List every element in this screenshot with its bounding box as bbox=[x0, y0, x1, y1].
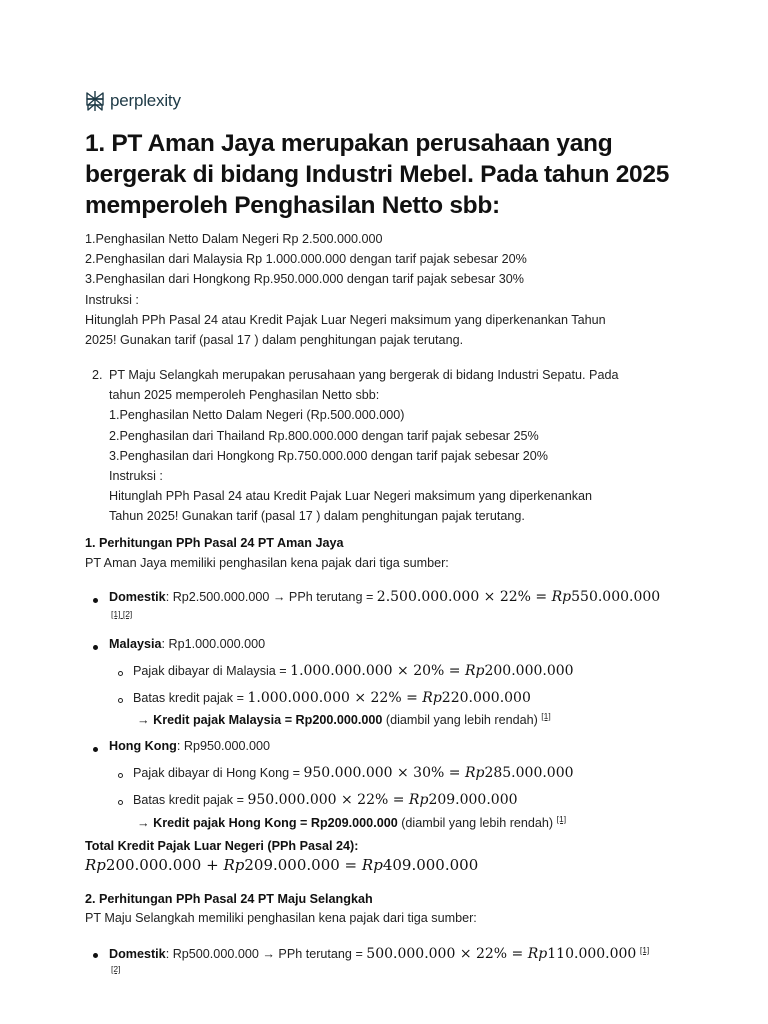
page-title: 1. PT Aman Jaya merupakan perusahaan yang bergerak di bidang Industri Mebel. Pada tahun 2025 memperoleh Penghasilan Netto sbb: bbox=[85, 130, 670, 219]
hongkong-item bbox=[109, 739, 270, 753]
q1-line: 1.Penghasilan Netto Dalam Negeri Rp 2.500.000.000 bbox=[85, 232, 383, 246]
citation-link[interactable]: [1] bbox=[639, 945, 650, 955]
q1-line: Instruksi : bbox=[85, 292, 139, 307]
q2-line: Instruksi : bbox=[109, 469, 163, 484]
bullet bbox=[93, 598, 98, 603]
total-formula: Rp200.000.000 + Rp209.000.000 = Rp409.000.000 bbox=[85, 856, 479, 874]
q1-line: 3.Penghasilan dari Hongkong Rp.950.000.000 dengan tarif pajak sebesar 30% bbox=[85, 272, 524, 287]
hongkong-result: → Kredit pajak Hong Kong = Rp209.000.000 (diambil yang lebih rendah) [1] bbox=[137, 814, 567, 831]
malaysia-result: → Kredit pajak Malaysia = Rp200.000.000 (diambil yang lebih rendah) [1] bbox=[137, 711, 551, 728]
q1-line: Hitunglah PPh Pasal 24 atau Kredit Pajak Luar Negeri maksimum yang diperkenankan Tahun bbox=[85, 312, 606, 327]
item-label: Domestik bbox=[109, 590, 166, 604]
perplexity-logo-icon bbox=[84, 90, 106, 112]
list-number: 2. bbox=[92, 368, 103, 382]
sub-bullet bbox=[118, 671, 123, 676]
question-2 bbox=[92, 365, 692, 527]
item-text: : Rp2.500.000.000 → PPh terutang = bbox=[165, 590, 377, 604]
brand-logo[interactable] bbox=[84, 90, 181, 112]
item-label: Malaysia bbox=[109, 637, 162, 651]
item-label: Domestik bbox=[109, 947, 166, 962]
section-1-heading: 1. Perhitungan PPh Pasal 24 PT Aman Jaya bbox=[85, 536, 344, 550]
total-label: Total Kredit Pajak Luar Negeri (PPh Pasal 24): bbox=[85, 839, 359, 853]
citations bbox=[111, 609, 132, 619]
section-2-intro: PT Maju Selangkah memiliki penghasilan kena pajak dari tiga sumber: bbox=[85, 911, 477, 925]
sub-bullet bbox=[118, 698, 123, 703]
citation-link[interactable]: [2] bbox=[122, 609, 133, 619]
q1-line: 2025! Gunakan tarif (pasal 17 ) dalam penghitungan pajak terutang. bbox=[85, 333, 464, 348]
item-text: : Rp1.000.000.000 bbox=[161, 637, 266, 651]
sub-bullet bbox=[118, 800, 123, 805]
q2-line: 1.Penghasilan Netto Dalam Negeri (Rp.500.000.000) bbox=[109, 408, 405, 423]
malaysia-item bbox=[109, 637, 265, 651]
q2-line: 2.Penghasilan dari Thailand Rp.800.000.000 dengan tarif pajak sebesar 25% bbox=[109, 428, 539, 443]
section-1-intro: PT Aman Jaya memiliki penghasilan kena pajak dari tiga sumber: bbox=[85, 556, 449, 570]
citation-link[interactable]: [1] bbox=[111, 609, 121, 619]
sub-bullet bbox=[118, 773, 123, 778]
bullet bbox=[93, 645, 98, 650]
item-label: Hong Kong bbox=[109, 739, 177, 753]
q2-line: tahun 2025 memperoleh Penghasilan Netto sbb: bbox=[109, 388, 380, 403]
hongkong-credit-limit: Batas kredit pajak = 950.000.000 × 22% = Rp209.000.000 bbox=[133, 792, 518, 808]
domestik-item-2: Domestik: Rp500.000.000 → PPh terutang = 500.000.000 × 22% = Rp110.000.000 [1] bbox=[109, 945, 650, 963]
q2-line: Tahun 2025! Gunakan tarif (pasal 17 ) dalam penghitungan pajak terutang. bbox=[109, 509, 525, 524]
q2-line: Hitunglah PPh Pasal 24 atau Kredit Pajak Luar Negeri maksimum yang diperkenankan bbox=[109, 489, 593, 504]
bullet bbox=[93, 953, 98, 958]
q2-line: PT Maju Selangkah merupakan perusahaan yang bergerak di bidang Industri Sepatu. Pada bbox=[109, 368, 619, 382]
malaysia-credit-limit: Batas kredit pajak = 1.000.000.000 × 22% = Rp220.000.000 bbox=[133, 690, 531, 706]
section-2-heading: 2. Perhitungan PPh Pasal 24 PT Maju Selangkah bbox=[85, 892, 373, 906]
q2-line: 3.Penghasilan dari Hongkong Rp.750.000.000 dengan tarif pajak sebesar 20% bbox=[109, 448, 548, 463]
citation-link[interactable]: [2] bbox=[111, 964, 121, 974]
citation-link[interactable]: [1] bbox=[541, 711, 551, 721]
bullet bbox=[93, 747, 98, 752]
citation-link[interactable]: [1] bbox=[556, 814, 567, 824]
malaysia-tax-paid: Pajak dibayar di Malaysia = 1.000.000.000 × 20% = Rp200.000.000 bbox=[133, 663, 574, 679]
formula: 2.500.000.000 × 22% = Rp550.000.000 bbox=[376, 589, 661, 605]
item-text: : Rp950.000.000 bbox=[176, 739, 270, 753]
q1-line: 2.Penghasilan dari Malaysia Rp 1.000.000.000 dengan tarif pajak sebesar 20% bbox=[85, 252, 527, 267]
question-1 bbox=[85, 229, 705, 350]
domestik-item bbox=[109, 589, 660, 605]
hongkong-tax-paid: Pajak dibayar di Hong Kong = 950.000.000 × 30% = Rp285.000.000 bbox=[133, 765, 574, 781]
brand-name: perplexity bbox=[110, 91, 181, 110]
citations bbox=[111, 964, 120, 974]
